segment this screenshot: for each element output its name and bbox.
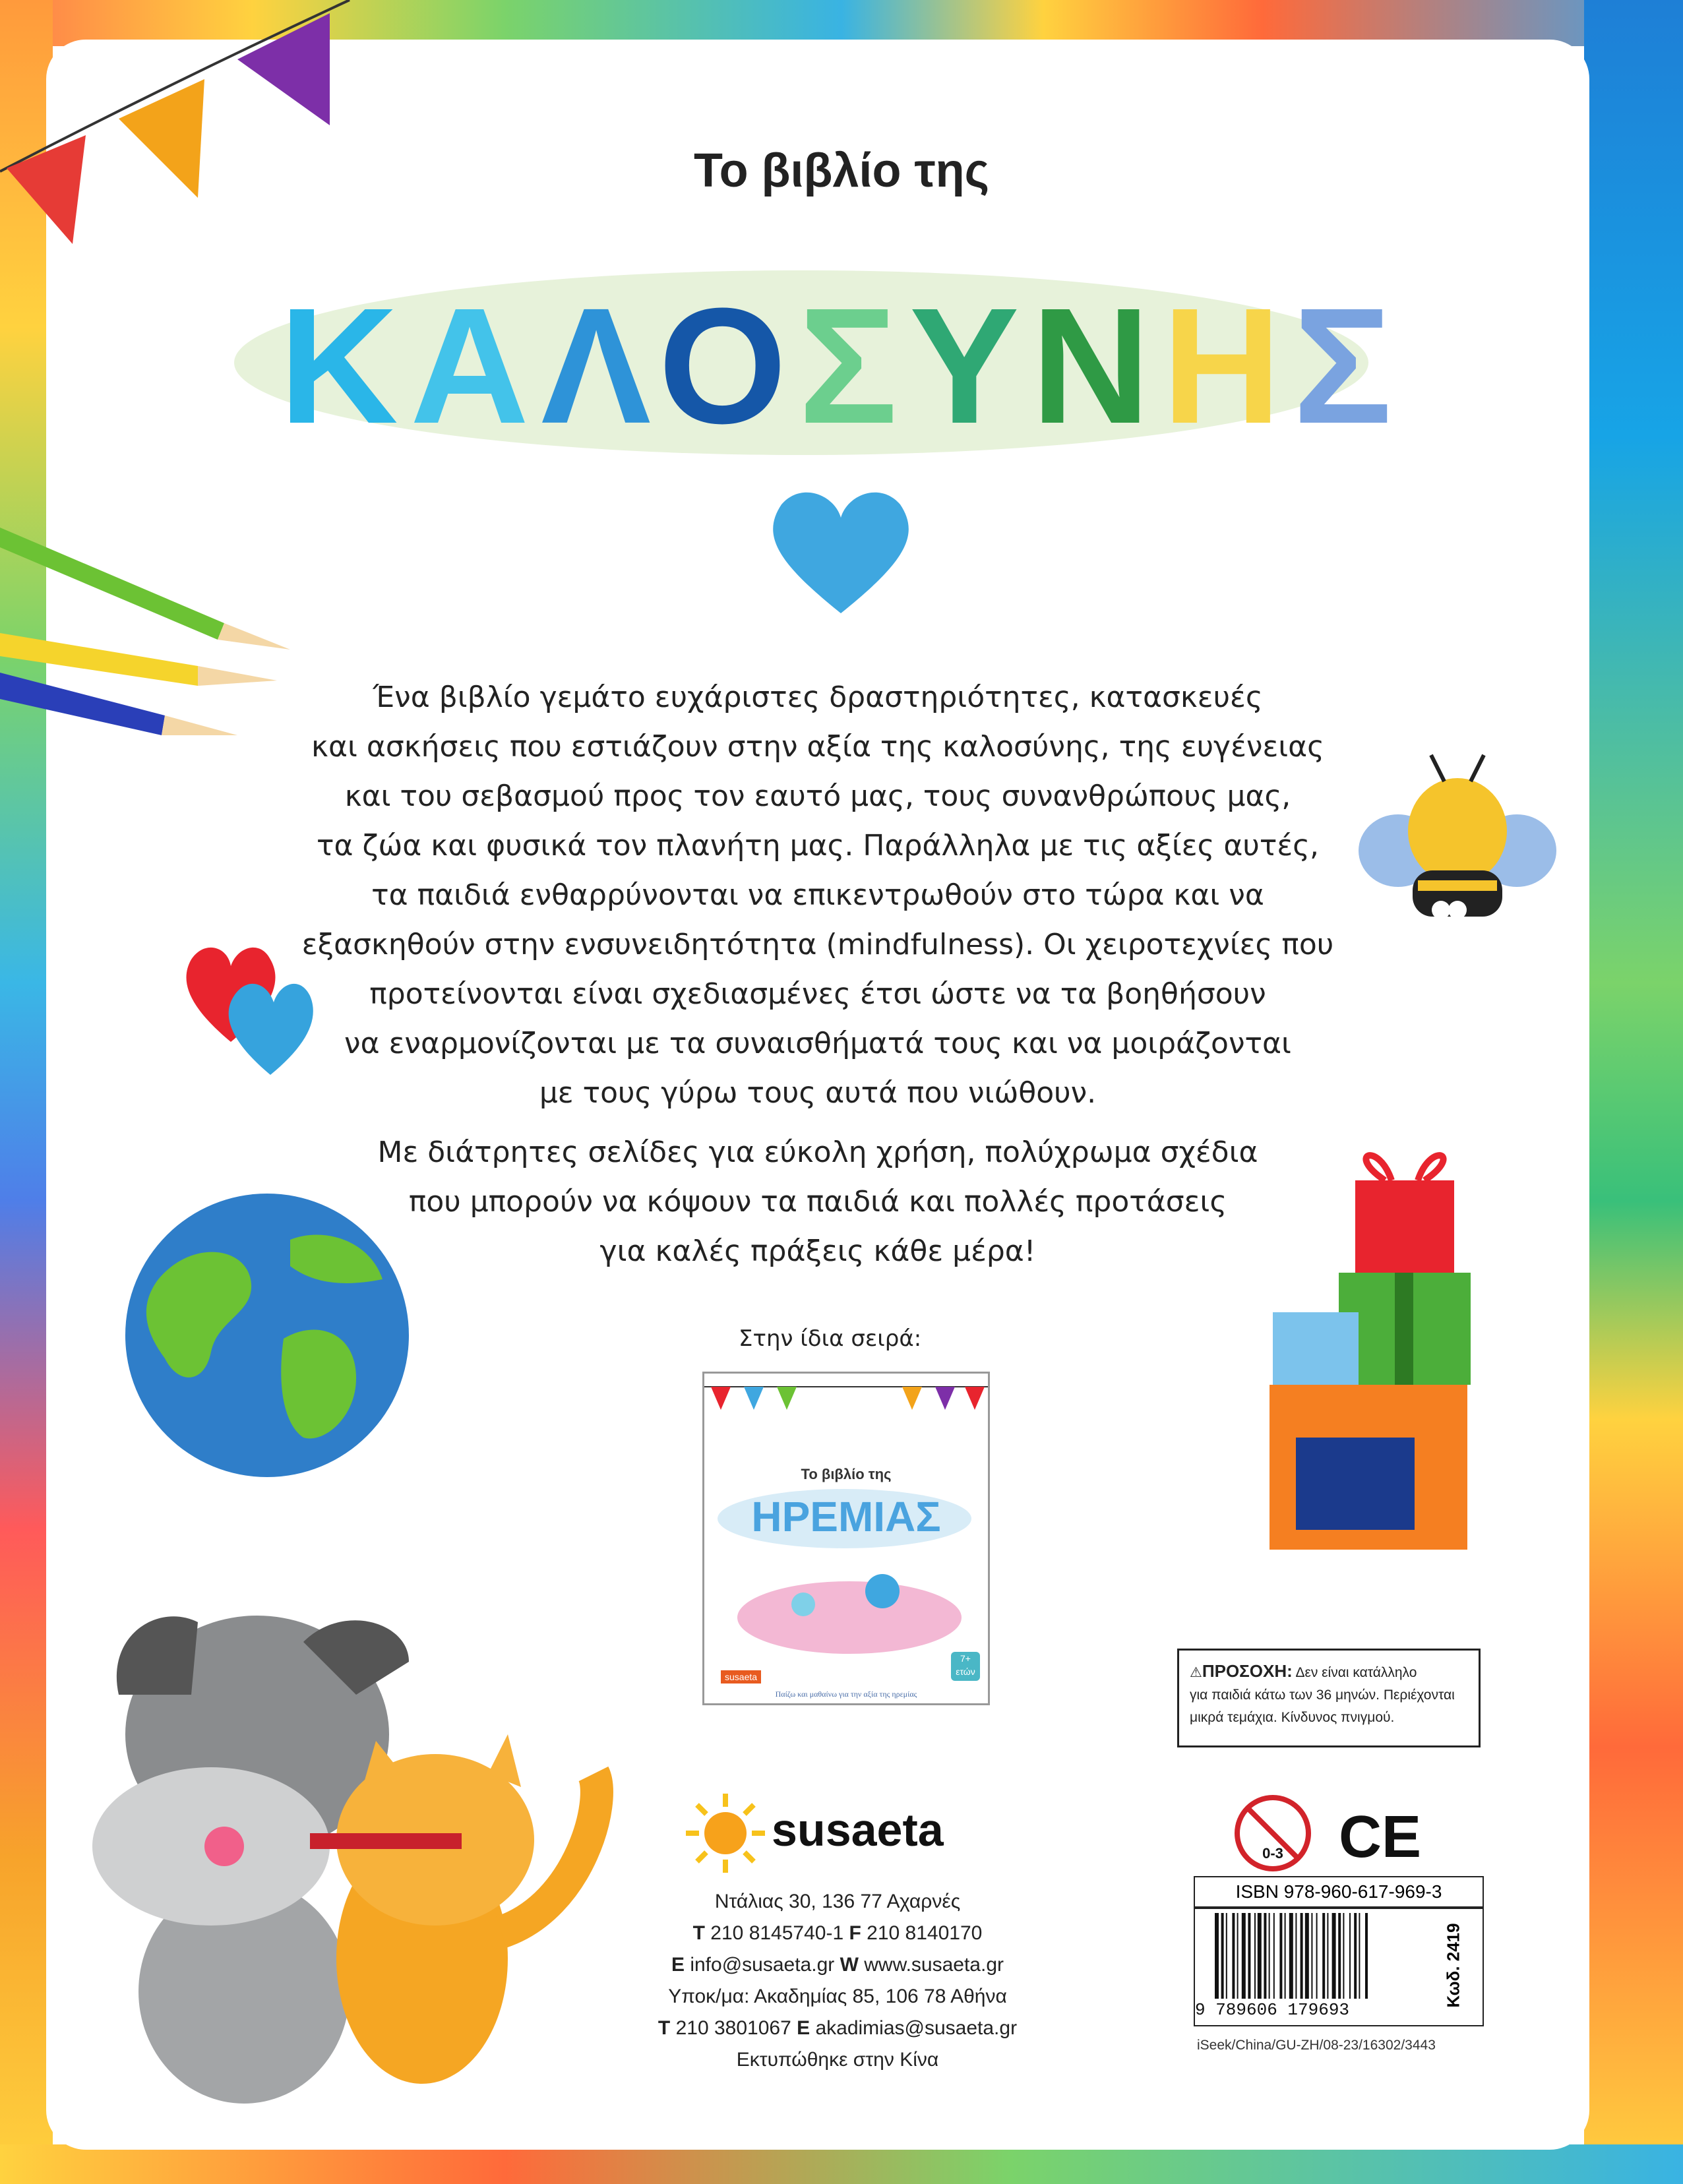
branch-phone-label: T bbox=[658, 2017, 671, 2039]
publisher-branch: Υποκ/μα: Ακαδημίας 85, 106 78 Αθήνα bbox=[668, 1986, 1007, 2007]
description-line: προτείνονται είναι σχεδιασμένες έτσι ώστε να τα βοηθήσουν bbox=[369, 977, 1266, 1011]
bunting-icon bbox=[0, 0, 369, 277]
warning-triangle-icon: ⚠ bbox=[1190, 1665, 1202, 1680]
thumbnail-bunting-icon bbox=[704, 1374, 988, 1426]
title-letter: Ο bbox=[658, 274, 799, 458]
barcode-bar bbox=[1242, 1913, 1246, 1999]
barcode-bar bbox=[1248, 1913, 1250, 1999]
title-letter: Σ bbox=[798, 274, 909, 458]
series-book-thumbnail[interactable] bbox=[702, 1372, 990, 1705]
thumbnail-subtitle: Το βιβλίο της bbox=[801, 1466, 892, 1482]
warning-heading: ΠΡΟΣΟΧΗ: bbox=[1202, 1661, 1293, 1681]
tracking-code: iSeek/China/GU-ZH/08-23/16302/3443 bbox=[1197, 2038, 1436, 2053]
description-line: να εναρμονίζονται με τα συναισθήματά τους και να μοιράζονται bbox=[344, 1027, 1291, 1060]
title-letter: Υ bbox=[909, 274, 1031, 458]
barcode-bar bbox=[1232, 1913, 1235, 1999]
barcode-bar bbox=[1273, 1913, 1275, 1999]
publisher-phone-line bbox=[613, 1918, 1062, 1949]
title-letter: Λ bbox=[541, 274, 659, 458]
blue-heart-icon bbox=[762, 481, 920, 620]
description-line: και ασκήσεις που εστιάζουν στην αξία της καλοσύνης, της ευγένειας bbox=[311, 730, 1324, 764]
barcode-bar bbox=[1258, 1913, 1262, 1999]
branch-email-label: E bbox=[797, 2017, 811, 2039]
barcode-bar bbox=[1215, 1913, 1219, 1999]
description-line: τα ζώα και φυσικά τον πλανήτη μας. Παράλληλα με τις αξίες αυτές, bbox=[317, 829, 1319, 863]
email[interactable]: info@susaeta.gr bbox=[685, 1954, 840, 1976]
barcode-bar bbox=[1343, 1913, 1344, 1999]
sun-logo-icon bbox=[686, 1794, 765, 1873]
barcode-bar bbox=[1332, 1913, 1336, 1999]
phone: 210 8145740-1 bbox=[704, 1922, 849, 1944]
description-line: και του σεβασμού προς τον εαυτό μας, τους συνανθρώπους μας, bbox=[344, 779, 1291, 813]
barcode-bar bbox=[1269, 1913, 1270, 1999]
age-restriction-label: 0-3 bbox=[1262, 1845, 1283, 1862]
title-letter: Η bbox=[1162, 274, 1293, 458]
barcode-bar bbox=[1237, 1913, 1239, 1999]
publisher-info bbox=[613, 1886, 1062, 2076]
warning-text-3: μικρά τεμάχια. Κίνδυνος πνιγμού. bbox=[1190, 1710, 1395, 1725]
barcode-bar bbox=[1289, 1913, 1293, 1999]
publisher-address: Ντάλιας 30, 136 77 Αχαρνές bbox=[714, 1891, 961, 1912]
barcode bbox=[1194, 1908, 1484, 2026]
barcode-bar bbox=[1285, 1913, 1286, 1999]
description-line: Με διάτρητες σελίδες για εύκολη χρήση, πολύχρωμα σχέδια bbox=[377, 1136, 1258, 1169]
dog-and-cat-icon bbox=[79, 1563, 646, 2110]
title-letter: Κ bbox=[279, 274, 410, 458]
barcode-bar bbox=[1221, 1913, 1224, 1999]
email-label: E bbox=[671, 1954, 685, 1976]
thumbnail-brand: susaeta bbox=[721, 1670, 761, 1684]
thumbnail-title: ΗΡΕΜΙΑΣ bbox=[751, 1493, 941, 1540]
barcode-bars-icon bbox=[1215, 1913, 1432, 1999]
barcode-bar bbox=[1300, 1913, 1303, 1999]
description-line: Ένα βιβλίο γεμάτο ευχάριστες δραστηριότητες, κατασκευές bbox=[373, 681, 1263, 714]
barcode-bar bbox=[1279, 1913, 1282, 1999]
title-letter: Ν bbox=[1031, 274, 1163, 458]
barcode-bar bbox=[1338, 1913, 1341, 1999]
barcode-bar bbox=[1354, 1913, 1357, 1999]
product-code-text: Κωδ. 2419 bbox=[1443, 1923, 1463, 2008]
age-restriction-icon bbox=[1233, 1794, 1312, 1873]
ce-mark: CE bbox=[1339, 1804, 1422, 1870]
fax-label: F bbox=[849, 1922, 861, 1944]
bathtub-icon bbox=[731, 1571, 968, 1657]
website[interactable]: www.susaeta.gr bbox=[858, 1954, 1004, 1976]
barcode-bar bbox=[1359, 1913, 1360, 1999]
description-paragraph-1 bbox=[218, 673, 1418, 1118]
barcode-bar bbox=[1264, 1913, 1266, 1999]
warning-text-2: για παιδιά κάτω των 36 μηνών. Περιέχονται bbox=[1190, 1687, 1455, 1703]
subtitle: Το βιβλίο της bbox=[693, 144, 990, 197]
isbn: ISBN 978-960-617-969-3 bbox=[1194, 1876, 1484, 1908]
barcode-bar bbox=[1316, 1913, 1318, 1999]
barcode-bar bbox=[1295, 1913, 1297, 1999]
publisher-branch-contact bbox=[613, 2013, 1062, 2044]
warning-text-1: Δεν είναι κατάλληλο bbox=[1292, 1665, 1417, 1680]
book-title bbox=[0, 274, 1683, 458]
gift-stack-icon bbox=[1266, 1141, 1497, 1563]
thumbnail-footer: Παίζω και μαθαίνω για την αξία της ηρεμίας bbox=[775, 1689, 917, 1699]
barcode-bar bbox=[1349, 1913, 1351, 1999]
description-line: με τους γύρω τους αυτά που νιώθουν. bbox=[539, 1076, 1097, 1110]
barcode-bar bbox=[1254, 1913, 1256, 1999]
series-label: Στην ίδια σειρά: bbox=[739, 1325, 922, 1352]
web-label: W bbox=[840, 1954, 859, 1976]
phone-label: T bbox=[692, 1922, 705, 1944]
description-line: για καλές πράξεις κάθε μέρα! bbox=[599, 1234, 1036, 1268]
title-letter: Α bbox=[410, 274, 541, 458]
barcode-bar bbox=[1305, 1913, 1309, 1999]
barcode-bar bbox=[1226, 1913, 1227, 1999]
branch-email[interactable]: akadimias@susaeta.gr bbox=[810, 2017, 1018, 2039]
choking-warning bbox=[1177, 1649, 1481, 1747]
title-letter: Σ bbox=[1293, 274, 1404, 458]
publisher-web-line bbox=[613, 1949, 1062, 1981]
barcode-bar bbox=[1327, 1913, 1328, 1999]
product-code bbox=[1443, 1909, 1477, 2021]
hearts-icon bbox=[178, 930, 323, 1081]
barcode-digits: 9 789606 179693 bbox=[1195, 2000, 1350, 2020]
description-line: που μπορούν να κόψουν τα παιδιά και πολλές προτάσεις bbox=[408, 1185, 1227, 1219]
description-line: τα παιδιά ενθαρρύνονται να επικεντρωθούν στο τώρα και να bbox=[371, 878, 1264, 912]
publisher-logo-text: susaeta bbox=[772, 1804, 944, 1856]
barcode-bar bbox=[1365, 1913, 1368, 1999]
branch-phone: 210 3801067 bbox=[670, 2017, 797, 2039]
barcode-bar bbox=[1322, 1913, 1325, 1999]
bee-icon bbox=[1359, 752, 1556, 950]
description-line: εξασκηθούν στην ενσυνειδητότητα (mindfulness). Οι χειροτεχνίες που bbox=[301, 928, 1334, 961]
thumbnail-age-badge: 7+ ετών bbox=[951, 1652, 980, 1681]
printed-in: Εκτυπώθηκε στην Κίνα bbox=[736, 2049, 939, 2071]
barcode-bar bbox=[1311, 1913, 1312, 1999]
earth-icon bbox=[119, 1187, 415, 1484]
rainbow-border-bottom bbox=[0, 2144, 1683, 2184]
fax: 210 8140170 bbox=[861, 1922, 983, 1944]
